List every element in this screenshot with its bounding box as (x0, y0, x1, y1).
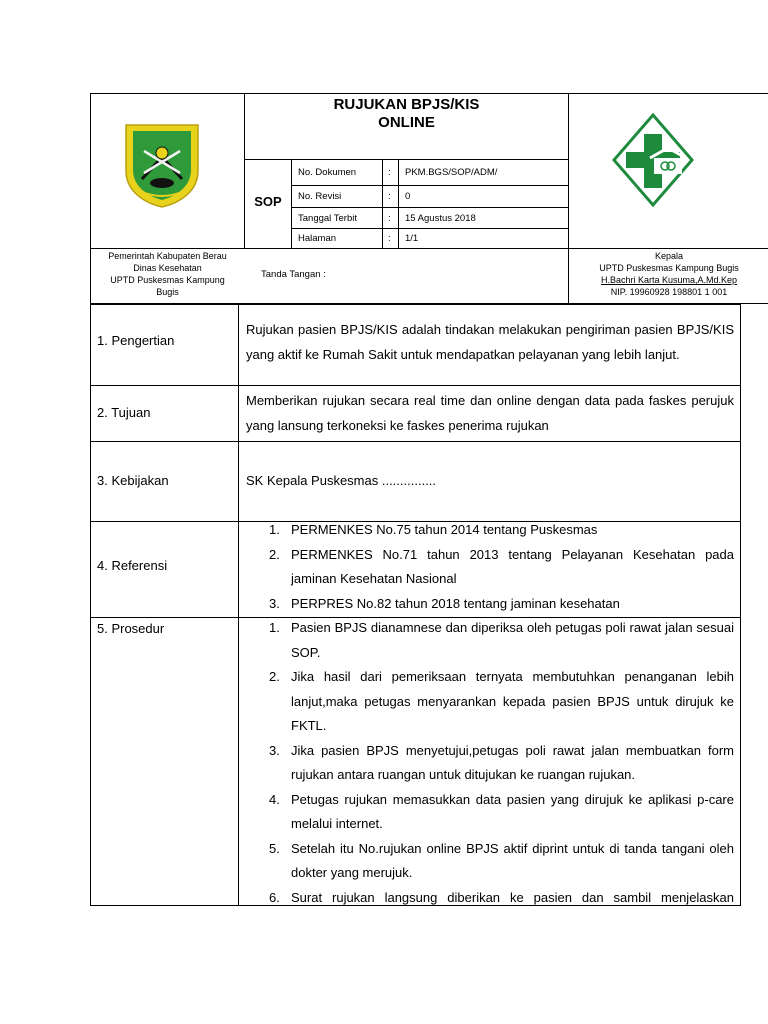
section-label-referensi: 4. Referensi (97, 558, 168, 573)
right-org-block (569, 250, 768, 298)
meta-label-no-dokumen: No. Dokumen (298, 167, 357, 178)
header-row-divider (90, 248, 768, 249)
section-text-pengertian: Rujukan pasien BPJS/KIS adalah tindakan melakukan pengiriman pasien BPJS/KIS yang aktif ke Rumah Sakit untuk mendapatkan pelayanan yang lebih lanjut. (246, 322, 734, 362)
section-label-prosedur: 5. Prosedur (97, 621, 165, 636)
left-org-line-3: UPTD Puskesmas Kampung (110, 275, 225, 285)
regency-emblem (120, 121, 204, 209)
left-org-line-1: Pemerintah Kabupaten Berau (108, 251, 227, 261)
sop-label: SOP (254, 194, 282, 209)
meta-sep-no-dokumen: : (388, 167, 391, 178)
right-org-line-4: NIP. 19960928 198801 1 001 (610, 287, 728, 297)
meta-value-halaman: 1/1 (405, 233, 419, 244)
list-item: 1. PERMENKES No.75 tahun 2014 tentang Puskesmas (269, 522, 598, 537)
left-org-block (91, 250, 244, 298)
meta-label-halaman: Halaman (298, 233, 337, 244)
meta-sep-tanggal-terbit: : (388, 212, 391, 224)
left-org-line-2: Dinas Kesehatan (133, 263, 202, 273)
list-item: 5. Setelah itu No.rujukan online BPJS aktif diprint untuk di tanda tangani oleh dokter yang merujuk. (269, 840, 734, 880)
list-item: 3. Jika pasien BPJS menyetujui,petugas poli rawat jalan membuatkan form rujukan antara ruangan untuk ditujukan ke ruangan rujukan. (269, 742, 734, 782)
document-title (245, 96, 568, 156)
meta-value-no-dokumen: PKM.BGS/SOP/ADM/ (405, 167, 498, 178)
row-divider-1 (90, 385, 741, 386)
right-org-line-1: Kepala (654, 251, 684, 261)
meta-value-tanggal-terbit: 15 Agustus 2018 (405, 212, 476, 224)
list-item: 6. Surat rujukan langsung diberikan ke pasien dan sambil menjelaskan (269, 889, 734, 905)
regency-shield-icon (120, 121, 204, 209)
meta-label-no-revisi: No. Revisi (298, 191, 342, 202)
section-text-kebijakan: SK Kepala Puskesmas ............... (246, 473, 437, 488)
right-org-line-3: H.Bachri Karta Kusuma,A.Md.Kep (600, 275, 738, 285)
meta-sep-no-revisi: : (388, 191, 391, 202)
referensi-list (269, 518, 734, 616)
body-column-divider (238, 304, 239, 906)
prosedur-list (269, 616, 734, 910)
list-item: 3. PERPRES No.82 tahun 2018 tentang jaminan kesehatan (269, 595, 620, 611)
meta-label-tanggal-terbit: Tanggal Terbit (298, 212, 357, 224)
title-line-1: RUJUKAN BPJS/KIS (333, 96, 480, 113)
puskesmas-logo (610, 112, 696, 208)
list-item: 4. Petugas rujukan memasukkan data pasien yang dirujuk ke aplikasi p-care melalui internet. (269, 791, 734, 831)
title-line-2: ONLINE (378, 114, 435, 131)
signature-label: Tanda Tangan : (261, 269, 326, 280)
list-item: 1. Pasien BPJS dianamnese dan diperiksa oleh petugas poli rawat jalan sesuai SOP. (269, 620, 734, 660)
section-label-kebijakan: 3. Kebijakan (97, 473, 169, 488)
row-divider-2 (90, 441, 741, 442)
left-org-line-4: Bugis (156, 287, 179, 297)
section-text-tujuan: Memberikan rujukan secara real time dan online dengan data pada faskes perujuk yang lansung terkoneksi ke faskes penerima rujukan (246, 393, 734, 433)
meta-value-no-revisi: 0 (405, 191, 411, 202)
meta-sep-halaman: : (388, 233, 391, 244)
section-label-pengertian: 1. Pengertian (97, 333, 175, 348)
list-item: 2. PERMENKES No.71 tahun 2013 tentang Pelayanan Kesehatan pada jaminan Kesehatan Nasional (269, 546, 734, 586)
section-label-tujuan: 2. Tujuan (97, 405, 151, 420)
right-org-line-2: UPTD Puskesmas Kampung Bugis (599, 263, 739, 273)
puskesmas-cross-icon (610, 112, 696, 208)
list-item: 2. Jika hasil dari pemeriksaan ternyata membutuhkan penanganan lebih lanjut,maka petugas menyarankan kepada pasien BPJS untuk dirujuk ke FKTL. (269, 669, 734, 733)
